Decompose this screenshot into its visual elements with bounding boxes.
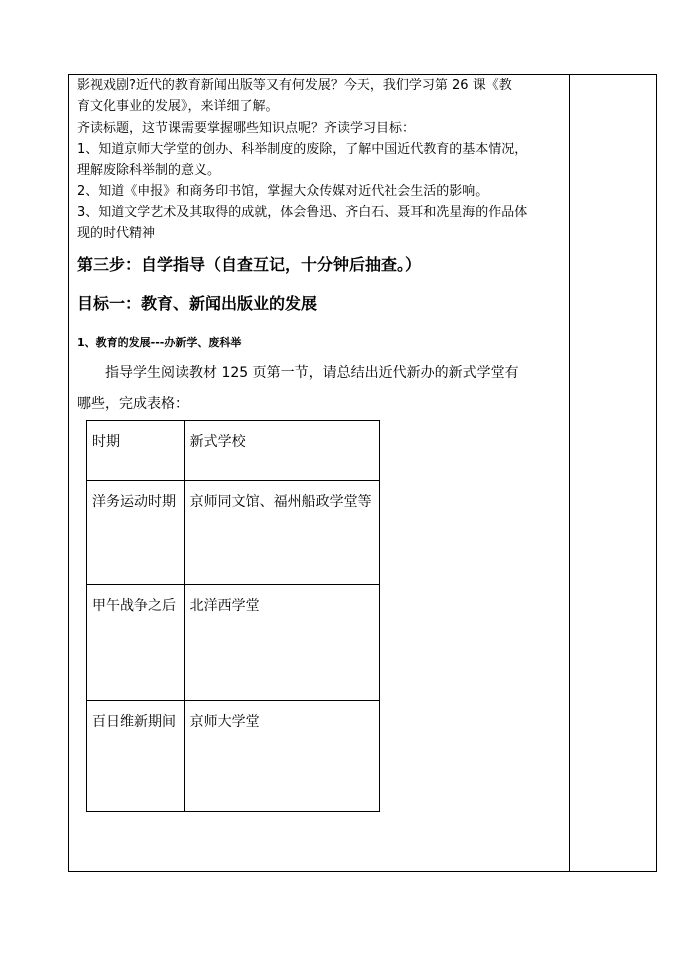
intro-line-1: 影视戏剧?近代的教育新闻出版等又有何发展？今天，我们学习第 26 课《教: [77, 78, 512, 93]
period-cell: 洋务运动时期: [87, 481, 185, 585]
table-row: [87, 701, 380, 812]
objective-3a: 3、知道文学艺术及其取得的成就，体会鲁迅、齐白石、聂耳和冼星海的作品体: [77, 205, 528, 220]
step-three-heading: 第三步：自学指导（自查互记，十分钟后抽查。）: [77, 255, 422, 274]
intro-line-2: 育文化事业的发展》，来详细了解。: [77, 99, 279, 114]
period-cell: 百日维新期间: [87, 701, 185, 812]
objective-2: 2、知道《申报》和商务印书馆，掌握大众传媒对近代社会生活的影响。: [77, 184, 489, 199]
table-row: [87, 481, 380, 585]
schools-cell: 京师同文馆、福州船政学堂等: [184, 481, 379, 585]
table-row: [87, 585, 380, 701]
intro-line-3: 齐读标题，这节课需要掌握哪些知识点呢？齐读学习目标：: [77, 121, 416, 136]
schools-cell: 京师大学堂: [184, 701, 379, 812]
period-cell: 甲午战争之后: [87, 585, 185, 701]
header-period: 时期: [87, 421, 185, 481]
table-header-row: [87, 421, 380, 481]
goal-one-heading: 目标一：教育、新闻出版业的发展: [77, 294, 318, 313]
instruction-line-1: 指导学生阅读教材 125 页第一节，请总结出近代新办的新式学堂有: [105, 365, 519, 381]
objective-1b: 理解废除科举制的意义。: [77, 163, 221, 178]
schools-cell: 北洋西学堂: [184, 585, 379, 701]
instruction-line-2: 哪些，完成表格：: [77, 396, 189, 412]
schools-table: [86, 420, 380, 812]
education-subheading: 1、教育的发展---办新学、废科举: [77, 336, 242, 349]
objective-1a: 1、知道京师大学堂的创办、科举制度的废除，了解中国近代教育的基本情况，: [77, 142, 528, 157]
column-divider: [569, 74, 570, 872]
objective-3b: 现的时代精神: [77, 226, 156, 241]
header-schools: 新式学校: [184, 421, 379, 481]
